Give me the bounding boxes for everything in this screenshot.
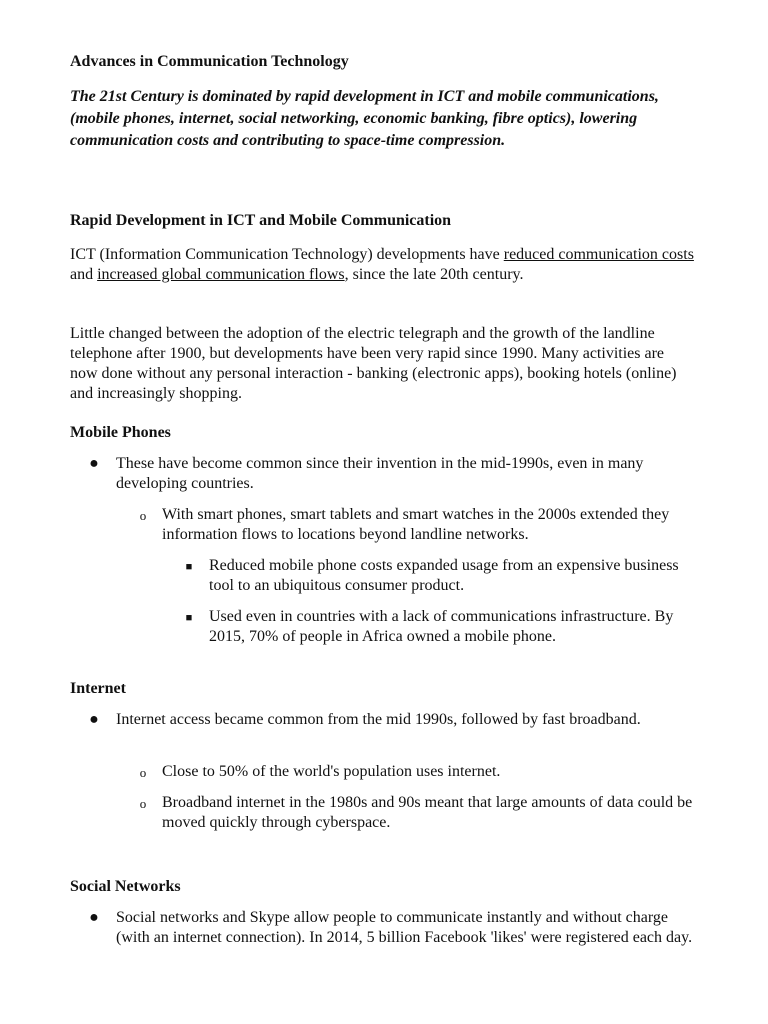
list-item: Reduced mobile phone costs expanded usage from an expensive business tool to an ubiquitous consumer product. (209, 557, 679, 594)
list-item: Close to 50% of the world's population uses internet. (162, 763, 501, 780)
circle-bullet-icon: o (139, 508, 147, 523)
ict-text-c: , since the late 20th century. (344, 266, 524, 283)
section-heading-ict: Rapid Development in ICT and Mobile Communication (70, 212, 452, 229)
disc-bullet-icon: ● (89, 711, 99, 728)
circle-bullet-icon: o (139, 765, 147, 780)
global-flows-link[interactable]: increased global communication flows (97, 266, 345, 283)
history-paragraph: Little changed between the adoption of the electric telegraph and the growth of the landline telephone after 1900, but developments have been very rapid since 1990. Many activities are now done without any personal interaction - banking (electronic apps), booking hotels (online) and increasingly shopping. (70, 325, 677, 402)
list-item: These have become common since their invention in the mid-1990s, even in many developing countries. (116, 455, 644, 492)
circle-bullet-icon: o (139, 796, 147, 811)
section-heading-mobile: Mobile Phones (70, 424, 171, 441)
list-item: Social networks and Skype allow people to communicate instantly and without charge (with an internet connection). In 2014, 5 billion Facebook 'likes' were registered each day. (116, 909, 693, 946)
square-bullet-icon: ■ (185, 612, 193, 624)
intro-paragraph: The 21st Century is dominated by rapid development in ICT and mobile communications, (mobile phones, internet, social networking, economic banking, fibre optics), lowering communication costs and contributing to space-time compression. (70, 88, 659, 149)
ict-text-b: and (70, 266, 98, 283)
square-bullet-icon: ■ (185, 561, 193, 573)
disc-bullet-icon: ● (89, 909, 99, 926)
section-heading-social: Social Networks (70, 878, 181, 895)
list-item: Broadband internet in the 1980s and 90s meant that large amounts of data could be moved quickly through cyberspace. (162, 794, 693, 831)
document-title: Advances in Communication Technology (70, 53, 349, 70)
disc-bullet-icon: ● (89, 455, 99, 472)
section-heading-internet: Internet (70, 680, 126, 697)
reduced-costs-link[interactable]: reduced communication costs (503, 246, 694, 263)
ict-paragraph (70, 245, 695, 285)
list-item: With smart phones, smart tablets and smart watches in the 2000s extended they information flows to locations beyond landline networks. (162, 506, 670, 543)
ict-text-a: ICT (Information Communication Technology) developments have (70, 246, 504, 263)
list-item: Used even in countries with a lack of communications infrastructure. By 2015, 70% of people in Africa owned a mobile phone. (209, 608, 674, 645)
list-item: Internet access became common from the mid 1990s, followed by fast broadband. (116, 711, 641, 728)
